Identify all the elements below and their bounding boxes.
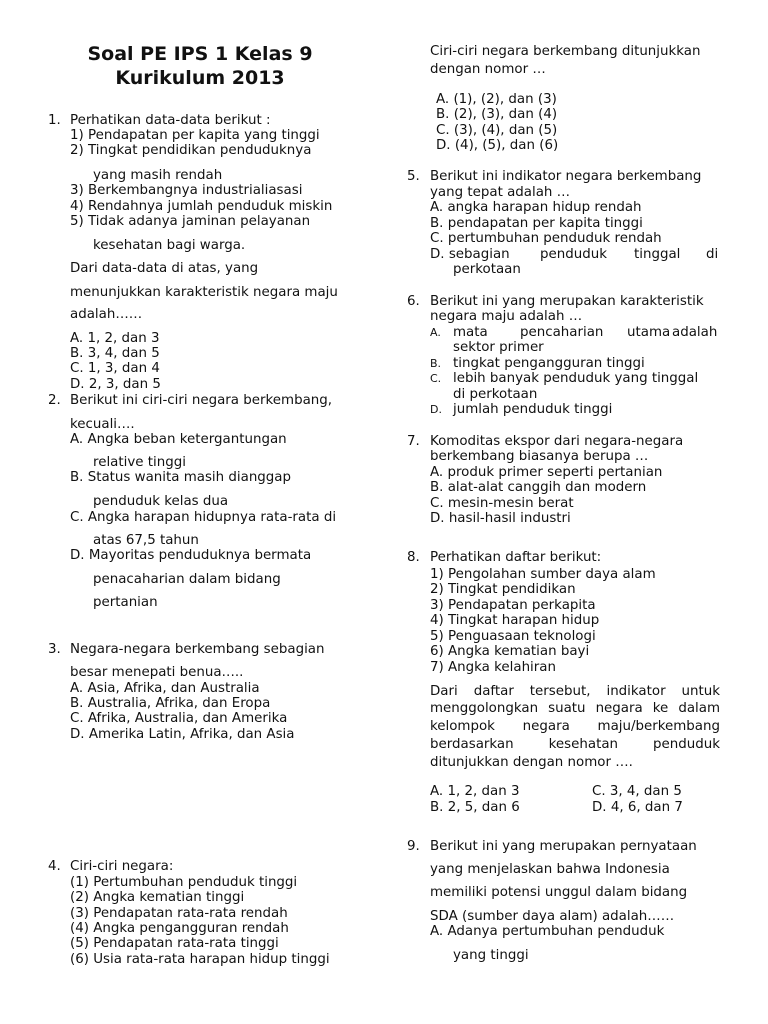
answer-option: pertanian [93,595,158,610]
question-stem: yang tepat adalah … [430,185,571,200]
answer-option: tinggal [634,247,681,262]
question-stem: negara maju adalah … [430,309,583,324]
list-item: 4) Tingkat harapan hidup [430,613,600,628]
list-item: (3) Pendapatan rata-rata rendah [70,906,288,921]
answer-option: penduduk kelas dua [93,494,229,509]
question-number: 6. [407,294,420,309]
answer-option: penduduk [540,247,607,262]
list-item: (2) Angka kematian tinggi [70,890,245,905]
answer-option: utama [627,325,671,340]
option-letter: D. [430,403,442,416]
answer-option: C. Angka harapan hidupnya rata-rata di [70,510,337,525]
answer-option: B. Status wanita masih dianggap [70,470,292,485]
question-stem: kecuali…. [70,417,135,432]
question-lead: kelompok negara maju/berkembang [430,719,720,734]
list-item: 2) Tingkat pendidikan [430,582,576,597]
list-item: (4) Angka pengangguran rendah [70,921,289,936]
answer-option: B. pendapatan per kapita tinggi [430,216,643,231]
answer-option: D. (4), (5), dan (6) [436,138,559,153]
question-stem: Berikut ini indikator negara berkembang [430,169,702,184]
list-item: 6) Angka kematian bayi [430,644,590,659]
answer-option: C. mesin-mesin berat [430,496,574,511]
answer-option: relative tinggi [93,455,186,470]
answer-option: D. hasil-hasil industri [430,511,571,526]
answer-option: mata [453,325,488,340]
question-lead: ditunjukkan dengan nomor …. [430,755,633,770]
answer-option: yang tinggi [453,948,529,963]
answer-option: penacaharian dalam bidang [93,572,281,587]
answer-option: C. 3, 4, dan 5 [592,784,682,799]
list-item: 3) Berkembangnya industrialiasasi [70,183,303,198]
question-stem: memiliki potensi unggul dalam bidang [430,885,688,900]
question-stem: Berikut ini ciri-ciri negara berkembang, [70,393,333,408]
list-item: kesehatan bagi warga. [93,238,246,253]
question-stem: Komoditas ekspor dari negara-negara [430,434,684,449]
answer-option: pencaharian [520,325,604,340]
answer-option: perkotaan [453,262,521,277]
question-stem: berkembang biasanya berupa … [430,449,649,464]
answer-option: sektor primer [453,340,544,355]
list-item: 4) Rendahnya jumlah penduduk miskin [70,199,333,214]
question-stem: Ciri-ciri negara berkembang ditunjukkan [430,44,701,59]
question-stem: dengan nomor … [430,62,546,77]
question-stem: Berikut ini yang merupakan pernyataan [430,839,697,854]
list-item: yang masih rendah [93,168,223,183]
option-letter: A. [430,326,441,339]
option-letter: C. [430,372,442,385]
question-number: 2. [48,393,61,408]
question-number: 5. [407,169,420,184]
question-lead: menunjukkan karakteristik negara maju [70,285,338,300]
list-item: 5) Penguasaan teknologi [430,629,596,644]
question-number: 3. [48,642,61,657]
list-item: 7) Angka kelahiran [430,660,556,675]
answer-option: A. Angka beban ketergantungan [70,432,287,447]
question-lead: adalah…… [70,307,143,322]
list-item: (6) Usia rata-rata harapan hidup tinggi [70,952,330,967]
answer-option: D. 4, 6, dan 7 [592,800,683,815]
answer-option: B. (2), (3), dan (4) [436,107,558,122]
answer-option: di perkotaan [453,387,538,402]
question-lead: menggolongkan suatu negara ke dalam [430,701,720,716]
question-stem: yang menjelaskan bahwa Indonesia [430,862,670,877]
list-item: 2) Tingkat pendidikan penduduknya [70,143,312,158]
question-stem: besar menepati benua….. [70,665,244,680]
answer-option: atas 67,5 tahun [93,533,199,548]
answer-option: B. 2, 5, dan 6 [430,800,520,815]
answer-option: A. 1, 2, dan 3 [70,331,160,346]
option-letter: B. [430,357,442,370]
answer-option: C. Afrika, Australia, dan Amerika [70,711,288,726]
answer-option: B. 3, 4, dan 5 [70,346,160,361]
list-item: 1) Pendapatan per kapita yang tinggi [70,128,320,143]
answer-option: D. Amerika Latin, Afrika, dan Asia [70,727,295,742]
question-number: 7. [407,434,420,449]
answer-option: tingkat pengangguran tinggi [453,356,645,371]
answer-option: D. Mayoritas penduduknya bermata [70,548,312,563]
answer-option: D. sebagian [430,247,510,262]
answer-option: lebih banyak penduduk yang tinggal [453,371,699,386]
list-item: 5) Tidak adanya jaminan pelayanan [70,214,311,229]
page-subtitle: Kurikulum 2013 [115,67,285,89]
list-item: (5) Pendapatan rata-rata tinggi [70,936,279,951]
list-item: 3) Pendapatan perkapita [430,598,596,613]
question-number: 1. [48,113,61,128]
question-stem: Ciri-ciri negara: [70,859,174,874]
question-stem: Berikut ini yang merupakan karakteristik [430,294,704,309]
question-number: 8. [407,550,420,565]
answer-option: di [706,247,719,262]
answer-option: jumlah penduduk tinggi [453,402,613,417]
page-title: Soal PE IPS 1 Kelas 9 [87,43,313,65]
list-item: (1) Pertumbuhan penduduk tinggi [70,875,298,890]
answer-option: adalah [672,325,718,340]
answer-option: A. Asia, Afrika, dan Australia [70,681,260,696]
answer-option: C. (3), (4), dan (5) [436,123,558,138]
answer-option: C. 1, 3, dan 4 [70,361,160,376]
question-stem: SDA (sumber daya alam) adalah…… [430,909,675,924]
answer-option: A. Adanya pertumbuhan penduduk [430,924,665,939]
answer-option: A. 1, 2, dan 3 [430,784,520,799]
question-stem: Perhatikan daftar berikut: [430,550,602,565]
answer-option: D. 2, 3, dan 5 [70,377,161,392]
question-stem: Perhatikan data-data berikut : [70,113,271,128]
answer-option: A. produk primer seperti pertanian [430,465,663,480]
answer-option: B. Australia, Afrika, dan Eropa [70,696,271,711]
list-item: 1) Pengolahan sumber daya alam [430,567,656,582]
answer-option: B. alat-alat canggih dan modern [430,480,647,495]
question-number: 4. [48,859,61,874]
answer-option: A. (1), (2), dan (3) [436,92,557,107]
question-lead: Dari data-data di atas, yang [70,261,259,276]
question-stem: Negara-negara berkembang sebagian [70,642,325,657]
answer-option: C. pertumbuhan penduduk rendah [430,231,662,246]
question-number: 9. [407,839,420,854]
question-lead: Dari daftar tersebut, indikator untuk [430,684,720,699]
answer-option: A. angka harapan hidup rendah [430,200,642,215]
question-lead: berdasarkan kesehatan penduduk [430,737,720,752]
